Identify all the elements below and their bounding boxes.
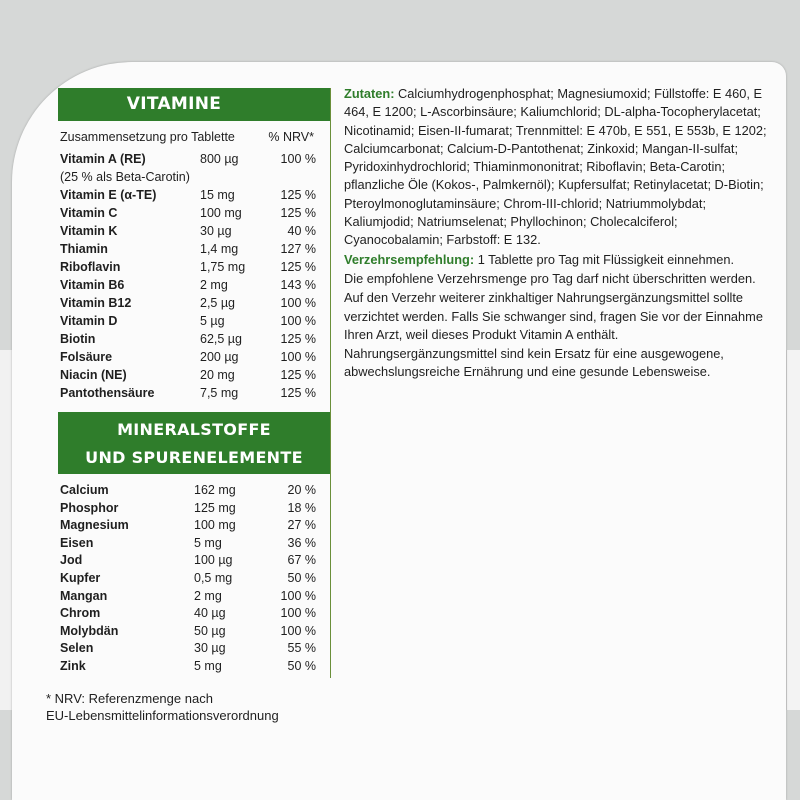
table-row — [60, 168, 324, 186]
nutrient-name: Pantothensäure — [60, 386, 155, 400]
nutrient-amount: 50 µg — [194, 623, 226, 638]
nutrient-nrv: 125 % — [280, 332, 316, 346]
nutrient-amount: 1,75 mg — [200, 260, 246, 274]
nutrient-name: Vitamin E (α-TE) — [60, 188, 157, 202]
nutrient-name: Phosphor — [60, 500, 119, 515]
nutrient-amount: 5 mg — [194, 658, 222, 673]
mineralstoffe-rows — [60, 482, 324, 676]
nutrient-nrv: 27 % — [287, 518, 316, 533]
footnote — [46, 690, 279, 724]
nutrient-name: Biotin — [60, 332, 96, 346]
table-row — [60, 348, 324, 366]
table-row — [60, 500, 324, 518]
table-row — [60, 276, 324, 294]
table-row — [60, 517, 324, 535]
table-row — [60, 570, 324, 588]
table-row — [60, 552, 324, 570]
table-row — [60, 623, 324, 641]
footnote-line-2: EU-Lebensmittelinformationsverordnung — [46, 708, 279, 723]
verzehr-text: 1 Tablette pro Tag mit Flüssigkeit einnehmen. — [474, 251, 735, 267]
vitamine-banner: VITAMINE — [58, 88, 330, 121]
nutrient-amount: 20 mg — [200, 368, 235, 382]
nutrient-amount: 1,4 mg — [200, 242, 239, 256]
nutrient-name: Thiamin — [60, 242, 108, 256]
table-row — [60, 658, 324, 676]
nutrient-amount: 100 µg — [194, 553, 233, 568]
nutrient-nrv: 127 % — [280, 242, 316, 256]
ingredients-column — [344, 85, 774, 383]
nutrient-nrv: 100 % — [280, 588, 316, 603]
table-row — [60, 258, 324, 276]
nutrient-name: Zink — [60, 658, 86, 673]
header-composition: Zusammensetzung pro Tablette — [60, 130, 235, 144]
nutrient-nrv: 100 % — [280, 152, 316, 166]
table-row — [60, 605, 324, 623]
table-row — [60, 330, 324, 348]
table-row — [60, 186, 324, 204]
hint-paragraph-1: Die empfohlene Verzehrsmenge pro Tag darf nicht überschritten werden. — [344, 270, 756, 286]
nutrient-amount: 800 µg — [200, 152, 239, 166]
nutrient-amount: 15 mg — [200, 188, 235, 202]
nutrient-amount: 2 mg — [194, 588, 222, 603]
nutrient-name: Kupfer — [60, 570, 101, 585]
nutrient-amount: 5 µg — [200, 314, 225, 328]
nutrient-name: Riboflavin — [60, 260, 121, 274]
hint-paragraph-3: Nahrungsergänzungsmittel sind kein Ersatz für eine ausgewogene, abwechslungsreiche Ernährung und eine gesunde Lebensweise. — [344, 346, 724, 380]
zutaten-label: Zutaten: — [344, 86, 395, 101]
table-row — [60, 204, 324, 222]
zutaten-text: Calciumhydrogenphosphat; Magnesiumoxid; Füllstoffe: E 460, E 464, E 1200; L-Ascorbinsäure; Kaliumchlorid; DL-alpha-Tocopherylacetat; Nicotinamid; Eisen-II-fumarat; Trennmittel: E 470b, E 551, E 553b, E 1202; Calciumcarbonat; Calcium-D-Pantothenat; Zinkoxid; Mangan-II-sulfat; Pyridoxinhydrochlorid; Thiaminmononitrat; Riboflavin; Beta-Carotin; pflanzliche Öle (Kokos-, Palmkernöl); Kupfersulfat; Retinylacetat; D-Biotin; Pteroylmonoglutaminsäure; Chrom-III-chlorid; Natriummolybdat; Kaliumjodid; Natriumselenat; Phyllochinon; Cholecalciferol; Cyanocobalamin; Farbstoff: E 132. — [344, 86, 767, 248]
mineralstoffe-title: MINERALSTOFFE — [117, 420, 271, 439]
nutrient-nrv: 40 % — [287, 224, 316, 238]
nutrient-name: Selen — [60, 641, 94, 656]
footnote-line-1: * NRV: Referenzmenge nach — [46, 691, 213, 706]
table-row — [60, 240, 324, 258]
nutrient-nrv: 67 % — [287, 553, 316, 568]
nutrient-nrv: 125 % — [280, 260, 316, 274]
nutrient-name: Folsäure — [60, 350, 113, 364]
table-row — [60, 588, 324, 606]
nutrient-nrv: 125 % — [280, 206, 316, 220]
nutrient-nrv: 55 % — [287, 641, 316, 656]
table-row — [60, 640, 324, 658]
nutrient-nrv: 100 % — [280, 623, 316, 638]
verzehr-paragraph — [344, 251, 774, 269]
table-row — [60, 482, 324, 500]
nutrient-name: (25 % als Beta-Carotin) — [60, 170, 190, 184]
right-edge-tab — [786, 350, 800, 710]
verzehr-label: Verzehrsempfehlung: — [344, 251, 475, 267]
nutrient-nrv: 100 % — [280, 314, 316, 328]
nutrient-nrv: 100 % — [280, 606, 316, 621]
hint-paragraph-2: Auf den Verzehr weiterer zinkhaltiger Nahrungsergänzungsmittel sollte verzichtet werden. Falls Sie schwanger sind, fragen Sie vor der Einnahme Ihren Arzt, weil dieses Produkt Vitamin A enthält. — [344, 290, 763, 342]
nutrient-name: Eisen — [60, 535, 94, 550]
nutrient-nrv: 125 % — [280, 188, 316, 202]
nutrient-amount: 200 µg — [200, 350, 239, 364]
table-row — [60, 150, 324, 168]
nutrient-amount: 5 mg — [194, 535, 222, 550]
table-row — [60, 535, 324, 553]
nutrient-name: Vitamin C — [60, 206, 118, 220]
nutrient-amount: 30 µg — [194, 641, 226, 656]
zutaten-paragraph — [344, 85, 774, 250]
nutrient-amount: 100 mg — [200, 206, 242, 220]
nutrient-name: Calcium — [60, 483, 109, 497]
header-nrv: % NRV* — [268, 130, 314, 144]
nutrient-amount: 100 mg — [194, 518, 236, 533]
nutrient-name: Vitamin K — [60, 224, 118, 238]
nutrient-name: Mangan — [60, 588, 108, 603]
table-row — [60, 366, 324, 384]
nutrient-name: Chrom — [60, 606, 101, 621]
nutrient-amount: 0,5 mg — [194, 570, 233, 585]
nutrient-amount: 2 mg — [200, 278, 228, 292]
nutrient-nrv: 50 % — [287, 570, 316, 585]
nutrient-nrv: 125 % — [280, 368, 316, 382]
nutrient-name: Vitamin A (RE) — [60, 152, 146, 166]
nutrient-nrv: 50 % — [287, 658, 316, 673]
nutrient-nrv: 143 % — [280, 278, 316, 292]
mineralstoffe-banner — [58, 412, 330, 474]
nutrient-amount: 62,5 µg — [200, 332, 242, 346]
nutrient-nrv: 36 % — [287, 535, 316, 550]
table-row — [60, 384, 324, 402]
nutrient-name: Vitamin B12 — [60, 296, 132, 310]
table-row — [60, 294, 324, 312]
nutrient-nrv: 20 % — [287, 483, 316, 497]
nutrition-table — [58, 88, 331, 678]
nutrient-amount: 7,5 mg — [200, 386, 239, 400]
spurenelemente-title: UND SPURENELEMENTE — [85, 448, 303, 467]
nutrient-amount: 30 µg — [200, 224, 232, 238]
nutrient-nrv: 100 % — [280, 350, 316, 364]
nutrient-amount: 40 µg — [194, 606, 226, 621]
nutrient-amount: 162 mg — [194, 483, 236, 497]
nutrient-name: Magnesium — [60, 518, 129, 533]
nutrient-name: Vitamin B6 — [60, 278, 125, 292]
nutrient-name: Niacin (NE) — [60, 368, 127, 382]
nutrient-name: Molybdän — [60, 623, 119, 638]
vitamine-rows — [60, 150, 324, 402]
table-row — [60, 312, 324, 330]
nutrient-name: Jod — [60, 553, 83, 568]
nutrient-name: Vitamin D — [60, 314, 118, 328]
table-row — [60, 222, 324, 240]
nutrient-nrv: 125 % — [280, 386, 316, 400]
nutrient-nrv: 100 % — [280, 296, 316, 310]
nutrient-amount: 2,5 µg — [200, 296, 236, 310]
nutrient-nrv: 18 % — [287, 500, 316, 515]
nutrient-amount: 125 mg — [194, 500, 236, 515]
